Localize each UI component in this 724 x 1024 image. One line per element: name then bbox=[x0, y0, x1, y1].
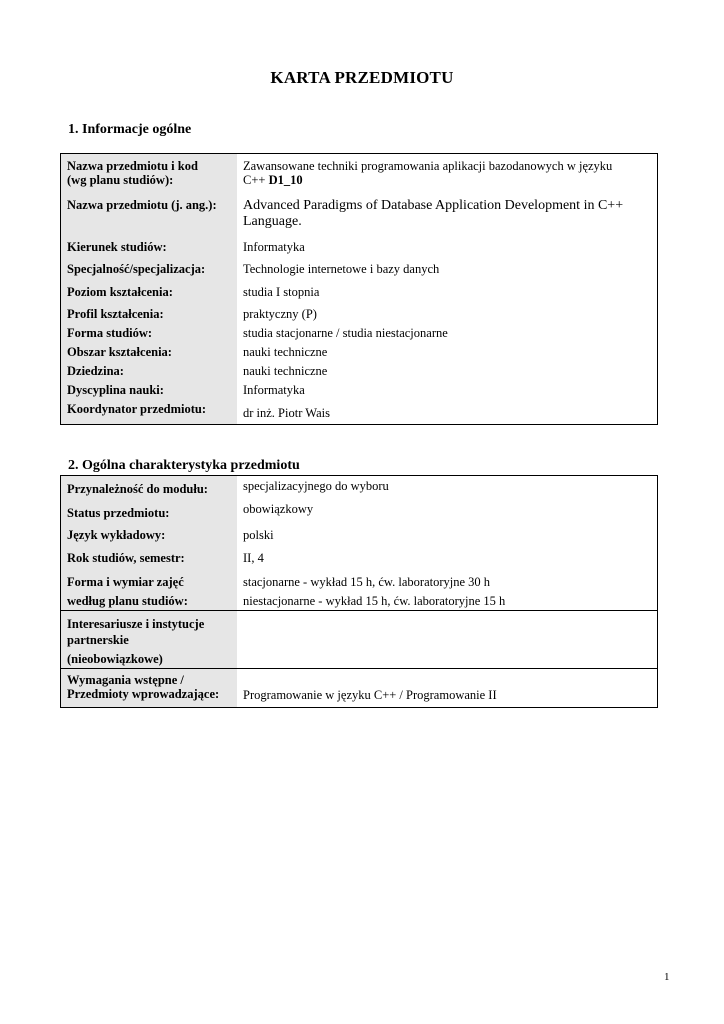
label-module: Przynależność do modułu: bbox=[67, 482, 208, 496]
label-coordinator: Koordynator przedmiotu: bbox=[67, 402, 206, 416]
section1-heading: 1. Informacje ogólne bbox=[68, 122, 192, 137]
label-level: Poziom kształcenia: bbox=[67, 285, 173, 299]
label-language: Język wykładowy: bbox=[67, 528, 166, 542]
value-course-name: Zawansowane techniki programowania aplikacji bazodanowych w języku C++ D1_10 bbox=[243, 159, 613, 187]
value-coordinator: dr inż. Piotr Wais bbox=[243, 406, 330, 420]
value-class-forms: stacjonarne - wykład 15 h, ćw. laboratoryjne 30 h niestacjonarne - wykład 15 h, ćw. laboratoryjne 15 h bbox=[243, 575, 506, 608]
label-prerequisites: Wymagania wstępne / Przedmioty wprowadzające: bbox=[67, 673, 220, 701]
label-status: Status przedmiotu: bbox=[67, 506, 170, 520]
value-discipline: Informatyka bbox=[243, 383, 305, 397]
label-course-name-en: Nazwa przedmiotu (j. ang.): bbox=[67, 198, 217, 212]
value-module: specjalizacyjnego do wyboru bbox=[243, 479, 389, 493]
label-domain: Dziedzina: bbox=[67, 364, 124, 378]
value-area: nauki techniczne bbox=[243, 345, 328, 359]
label-class-forms: Forma i wymiar zajęć według planu studiów: bbox=[67, 575, 188, 608]
label-area: Obszar kształcenia: bbox=[67, 345, 172, 359]
course-code: D1_10 bbox=[268, 173, 303, 187]
value-course-name-en: Advanced Paradigms of Database Application Development in C++ Language. bbox=[243, 198, 624, 229]
value-profile: praktyczny (P) bbox=[243, 307, 317, 321]
label-field-of-study: Kierunek studiów: bbox=[67, 240, 167, 254]
page-number: 1 bbox=[664, 971, 670, 983]
label-stakeholders: Interesariusze i instytucje partnerskie (nieobowiązkowe) bbox=[67, 617, 205, 666]
characteristics-table bbox=[60, 475, 658, 708]
value-study-form: studia stacjonarne / studia niestacjonarne bbox=[243, 326, 448, 340]
label-study-form: Forma studiów: bbox=[67, 326, 153, 340]
value-field-of-study: Informatyka bbox=[243, 240, 305, 254]
value-level: studia I stopnia bbox=[243, 285, 320, 299]
label-profile: Profil kształcenia: bbox=[67, 307, 164, 321]
value-year-semester: II, 4 bbox=[243, 551, 264, 565]
value-domain: nauki techniczne bbox=[243, 364, 328, 378]
label-specialization: Specjalność/specjalizacja: bbox=[67, 262, 206, 276]
general-info-table bbox=[60, 153, 658, 425]
label-year-semester: Rok studiów, semestr: bbox=[67, 551, 185, 565]
document-title: KARTA PRZEDMIOTU bbox=[270, 68, 454, 87]
section2-heading: 2. Ogólna charakterystyka przedmiotu bbox=[68, 458, 300, 473]
value-language: polski bbox=[243, 528, 274, 542]
value-specialization: Technologie internetowe i bazy danych bbox=[243, 262, 440, 276]
value-status: obowiązkowy bbox=[243, 502, 314, 516]
label-course-name: Nazwa przedmiotu i kod (wg planu studiów): bbox=[67, 159, 198, 187]
value-prerequisites: Programowanie w języku C++ / Programowanie II bbox=[243, 688, 497, 702]
label-discipline: Dyscyplina nauki: bbox=[67, 383, 164, 397]
